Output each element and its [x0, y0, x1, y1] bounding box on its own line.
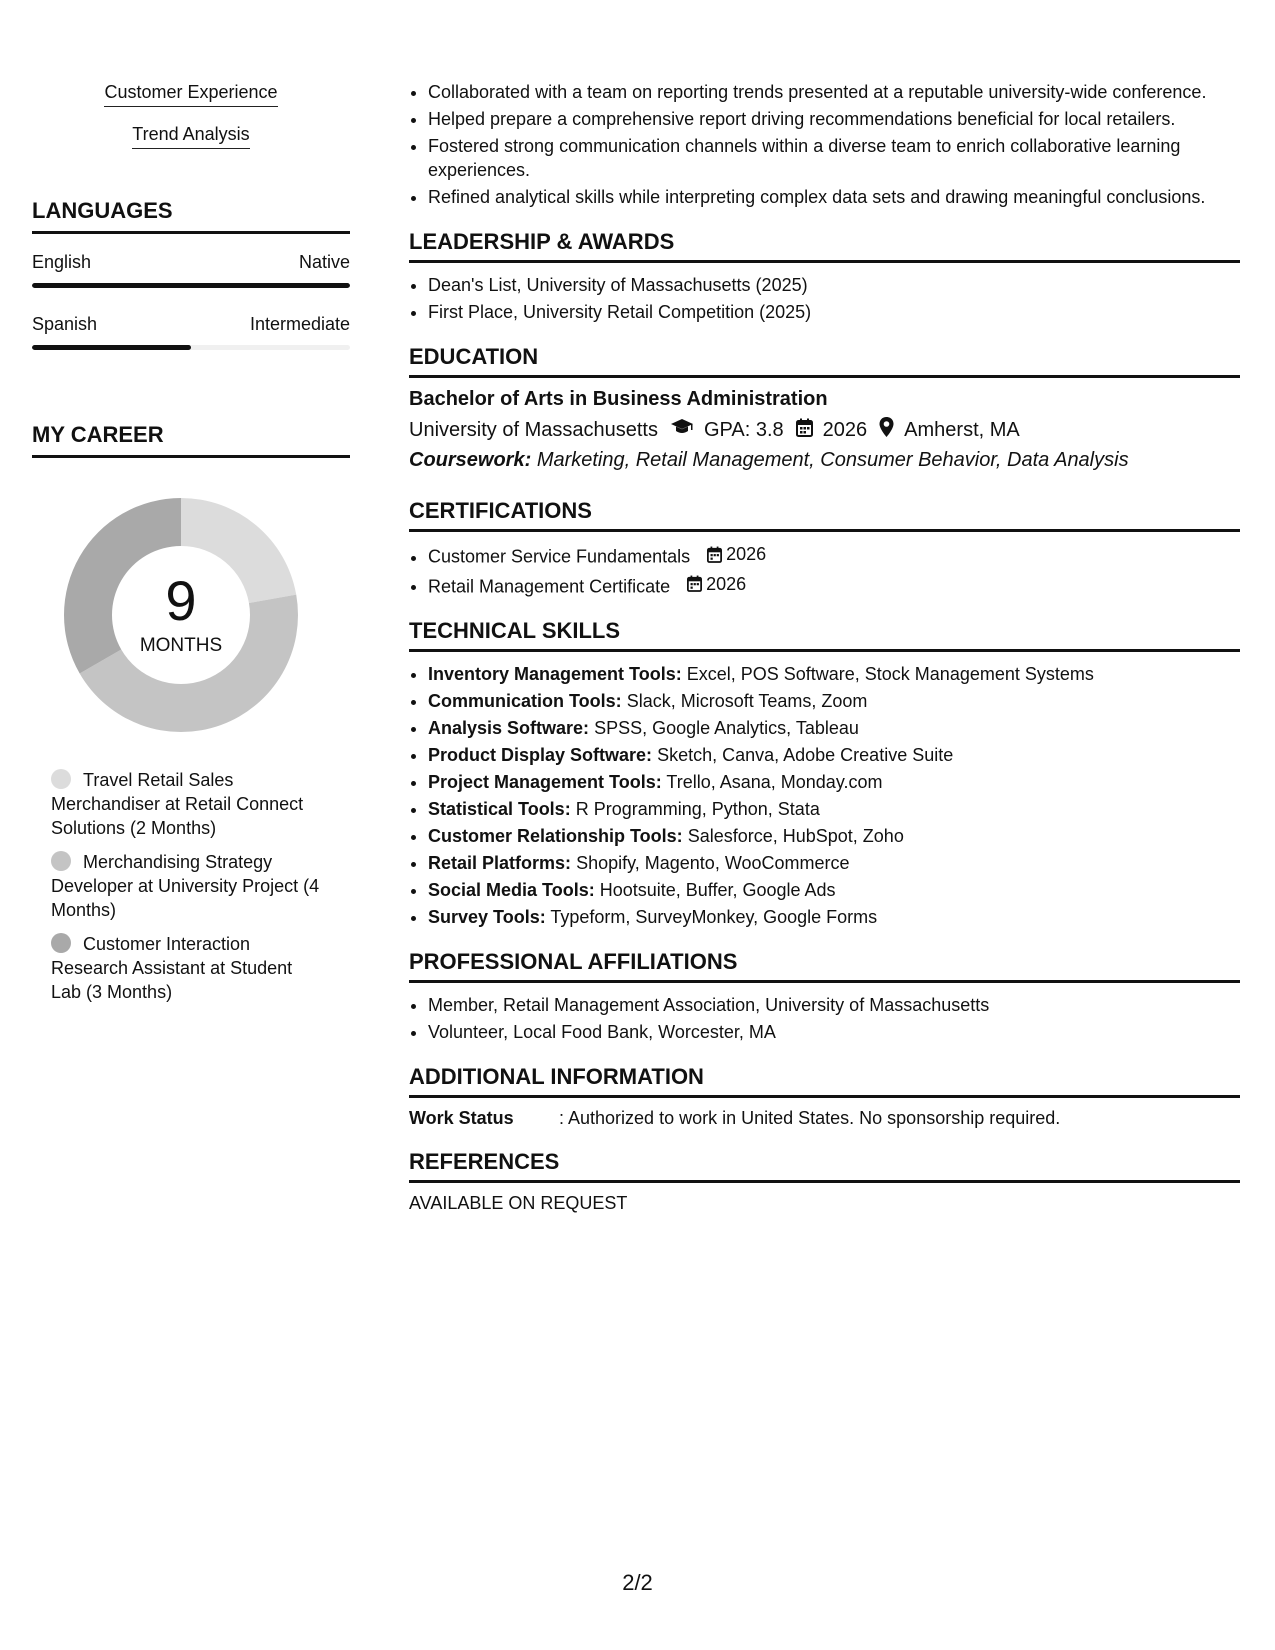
coursework-label: Coursework:	[409, 449, 532, 471]
career-total-months: 9	[165, 569, 197, 632]
calendar-icon	[796, 418, 813, 443]
affiliations-section	[409, 949, 1240, 1044]
language-proficiency-bar	[32, 345, 350, 350]
coursework	[409, 449, 1240, 472]
language-proficiency-fill	[32, 345, 191, 350]
skill-item	[428, 689, 1240, 713]
skill-tags	[32, 82, 350, 166]
calendar-icon	[707, 546, 722, 563]
skill-value: Hootsuite, Buffer, Google Ads	[599, 880, 836, 900]
experience-bullet: • Helped prepare a comprehensive report driving recommendations beneficial for local retailers.	[428, 107, 1240, 131]
skill-value: Sketch, Canva, Adobe Creative Suite	[657, 745, 954, 765]
certification-name: Retail Management Certificate	[428, 576, 671, 596]
experience-bullets	[409, 80, 1240, 209]
skill-value: Shopify, Magento, WooCommerce	[576, 853, 850, 873]
skill-label: Product Display Software:	[428, 745, 653, 765]
career-item-text: Customer Interaction Research Assistant at Student Lab (3 Months)	[51, 934, 293, 1002]
sidebar	[32, 82, 350, 1014]
work-status-value: : Authorized to work in United States. No sponsorship required.	[559, 1108, 1061, 1128]
experience-bullet: • Refined analytical skills while interpreting complex data sets and drawing meaningful conclusions.	[428, 185, 1240, 209]
experience-bullet: • Fostered strong communication channels within a diverse team to enrich collaborative learning experiences.	[428, 134, 1240, 182]
references-text: AVAILABLE ON REQUEST	[409, 1193, 628, 1213]
education-section	[409, 344, 1240, 472]
certifications-section	[409, 498, 1240, 598]
page-number: 2/2	[622, 1570, 653, 1595]
leadership-section	[409, 229, 1240, 324]
skill-value: Excel, POS Software, Stock Management Systems	[686, 664, 1094, 684]
skill-label: Survey Tools:	[428, 907, 546, 927]
skill-item	[428, 797, 1240, 821]
legend-dot	[51, 769, 71, 789]
career-item	[51, 850, 321, 922]
work-status-label: Work Status	[409, 1108, 514, 1128]
education-details	[409, 417, 1240, 443]
skill-label: Retail Platforms:	[428, 853, 572, 873]
skill-label: Social Media Tools:	[428, 880, 595, 900]
career-legend	[51, 768, 321, 1004]
career-total-unit: MONTHS	[139, 635, 223, 656]
skill-label: Project Management Tools:	[428, 772, 662, 792]
legend-dot	[51, 851, 71, 871]
affiliations-heading: PROFESSIONAL AFFILIATIONS	[409, 949, 1240, 983]
leadership-heading: LEADERSHIP & AWARDS	[409, 229, 1240, 263]
award-item: • Dean's List, University of Massachusetts (2025)	[428, 273, 1240, 297]
certification-year: 2026	[726, 544, 767, 564]
work-status-row	[409, 1108, 1240, 1129]
calendar-icon	[687, 575, 702, 592]
certification-item	[428, 572, 1240, 599]
language-level: Native	[298, 252, 350, 272]
skill-tag: Customer Experience	[104, 82, 277, 107]
school-location: Amherst, MA	[904, 418, 1020, 441]
certifications-heading: CERTIFICATIONS	[409, 498, 1240, 532]
references-heading: REFERENCES	[409, 1149, 1240, 1183]
language-level: Intermediate	[249, 314, 350, 334]
language-proficiency-fill	[32, 283, 350, 288]
technical-skills-section	[409, 618, 1240, 929]
skill-label: Inventory Management Tools:	[428, 664, 682, 684]
skill-item	[428, 662, 1240, 686]
skill-value: Slack, Microsoft Teams, Zoom	[626, 691, 868, 711]
experience-bullet: • Collaborated with a team on reporting trends presented at a reputable university-wide conference.	[428, 80, 1240, 104]
career-donut-chart	[56, 490, 306, 740]
language-english	[32, 252, 350, 288]
skill-item	[428, 743, 1240, 767]
career-item-text: Travel Retail Sales Merchandiser at Retail Connect Solutions (2 Months)	[51, 770, 304, 838]
degree-title: Bachelor of Arts in Business Administration	[409, 388, 828, 410]
skill-label: Communication Tools:	[428, 691, 622, 711]
coursework-list: Marketing, Retail Management, Consumer Behavior, Data Analysis	[536, 449, 1129, 471]
legend-dot	[51, 933, 71, 953]
career-heading: MY CAREER	[32, 422, 350, 458]
graduation-year: 2026	[822, 418, 868, 441]
skill-label: Customer Relationship Tools:	[428, 826, 683, 846]
certification-name: Customer Service Fundamentals	[428, 546, 691, 567]
skill-value: Trello, Asana, Monday.com	[666, 772, 883, 792]
career-item-text: Merchandising Strategy Developer at University Project (4 Months)	[51, 852, 320, 920]
skill-tag: Trend Analysis	[132, 124, 249, 149]
career-item	[51, 932, 321, 1004]
skill-value: R Programming, Python, Stata	[575, 799, 820, 819]
skill-value: Typeform, SurveyMonkey, Google Forms	[550, 907, 878, 927]
language-spanish	[32, 314, 350, 350]
additional-info-heading: ADDITIONAL INFORMATION	[409, 1064, 1240, 1098]
skill-item	[428, 824, 1240, 848]
education-heading: EDUCATION	[409, 344, 1240, 378]
main-content	[409, 80, 1240, 1214]
languages-heading: LANGUAGES	[32, 198, 350, 234]
language-proficiency-bar	[32, 283, 350, 288]
career-item	[51, 768, 321, 840]
skill-label: Analysis Software:	[428, 718, 590, 738]
skill-item	[428, 851, 1240, 875]
graduation-cap-icon	[670, 418, 694, 442]
affiliation-item: • Volunteer, Local Food Bank, Worcester, MA	[428, 1020, 1240, 1044]
additional-info-section	[409, 1064, 1240, 1129]
references-section	[409, 1149, 1240, 1214]
location-pin-icon	[879, 417, 894, 443]
affiliation-item: • Member, Retail Management Association, University of Massachusetts	[428, 993, 1240, 1017]
skill-item	[428, 716, 1240, 740]
skill-item	[428, 905, 1240, 929]
language-name: Spanish	[32, 314, 98, 334]
technical-skills-heading: TECHNICAL SKILLS	[409, 618, 1240, 652]
skill-value: Salesforce, HubSpot, Zoho	[687, 826, 904, 846]
school-name: University of Massachusetts	[409, 418, 658, 441]
award-item: • First Place, University Retail Competition (2025)	[428, 300, 1240, 324]
skill-label: Statistical Tools:	[428, 799, 571, 819]
donut-center	[56, 490, 306, 740]
skill-value: SPSS, Google Analytics, Tableau	[594, 718, 859, 738]
certification-item	[428, 542, 1240, 569]
skill-item	[428, 878, 1240, 902]
certification-year: 2026	[706, 573, 747, 594]
skill-item	[428, 770, 1240, 794]
language-name: English	[32, 252, 92, 272]
gpa: GPA: 3.8	[703, 418, 784, 441]
